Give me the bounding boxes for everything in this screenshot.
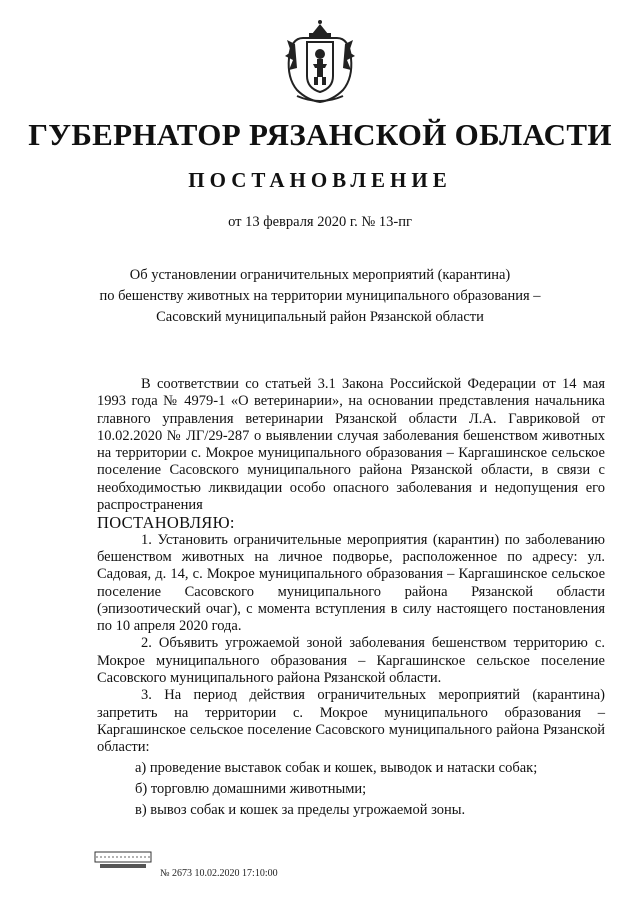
document-date-number: от 13 февраля 2020 г. № 13-пг — [228, 214, 412, 230]
coat-of-arms-emblem — [283, 18, 357, 106]
authority-title: ГУБЕРНАТОР РЯЗАНСКОЙ ОБЛАСТИ — [28, 117, 612, 152]
document-type: ПОСТАНОВЛЕНИЕ — [188, 168, 452, 192]
document-subject — [60, 265, 580, 328]
item-1-paragraph: 1. Установить ограничительные мероприятия (карантин) по заболеванию бешенством животных на личное подворье, расположенное по адресу: ул. Садовая, д. 14, с. Мокрое муниципального образования – Каргашинское сельское поселение Сасовского муниципального района Рязанской области (эпизоотический очаг), с момента вступления в силу настоящего постановления по 10 апреля 2020 года. — [97, 531, 605, 635]
item-2-paragraph: 2. Объявить угрожаемой зоной заболевания бешенством территорию с. Мокрое муниципального образования – Каргашинское сельское поселение Сасовского муниципального района Рязанской области. — [97, 635, 605, 687]
list-item: а) проведение выставок собак и кошек, выводок и натаски собак; — [135, 759, 538, 776]
subject-line: по бешенству животных на территории муниципального образования – — [99, 288, 541, 304]
item-3-paragraph: 3. На период действия ограничительных мероприятий (карантина) запретить на территории с. Мокрое муниципального образования – Каргашинское сельское поселение Сасовского муниципального района Рязанской области: — [97, 687, 605, 756]
registration-number: № 2673 10.02.2020 17:10:00 — [160, 868, 278, 879]
prohibition-list — [97, 760, 605, 820]
subject-line: Сасовский муниципальный район Рязанской области — [156, 309, 484, 325]
subject-line: Об установлении ограничительных мероприятий (карантина) — [129, 267, 511, 283]
registration-stamp-icon — [94, 848, 152, 874]
list-item: в) вывоз собак и кошек за пределы угрожаемой зоны. — [135, 802, 466, 819]
resolve-heading: ПОСТАНОВЛЯЮ: — [97, 513, 235, 533]
document-body — [97, 376, 605, 823]
preamble-paragraph: В соответствии со статьей 3.1 Закона Российской Федерации от 14 мая 1993 года № 4979-1 «О ветеринарии», на основании представления начальника главного управления ветеринарии Рязанской области Л.А. Гавриковой от 10.02.2020 № ЛГ/29-287 о выявлении случая заболевания бешенством животных на территории с. Мокрое муниципального образования – Каргашинское сельское поселение Сасовского муниципального района Рязанской области, в связи с необходимостью ликвидации особо опасного заболевания и недопущения его распространения — [97, 376, 605, 514]
list-item: б) торговлю домашними животными; — [135, 780, 367, 797]
